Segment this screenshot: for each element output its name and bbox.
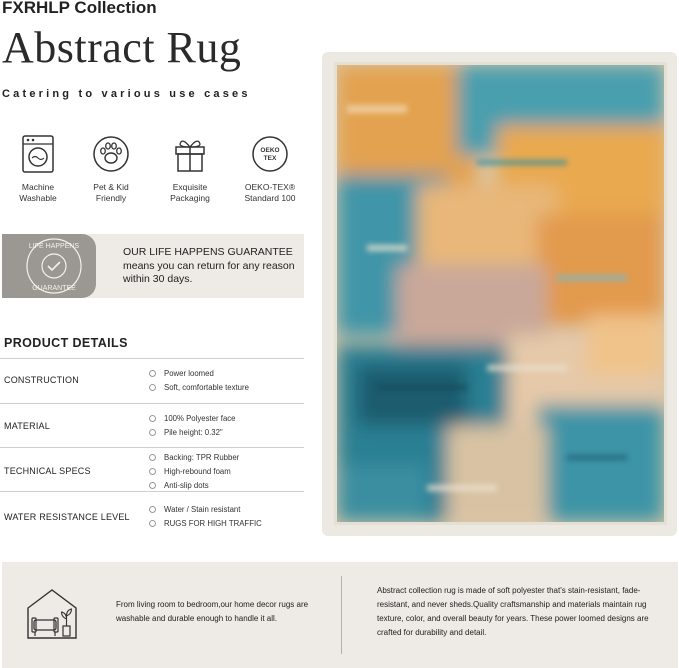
detail-row-construction — [0, 358, 304, 403]
detail-item: High-rebound foam — [149, 466, 239, 480]
rug-image — [334, 62, 667, 525]
detail-item: Anti-slip dots — [149, 480, 239, 494]
detail-item: Backing: TPR Rubber — [149, 452, 239, 466]
detail-row-technical-specs — [0, 447, 304, 492]
page-title: Abstract Rug — [2, 23, 242, 72]
detail-row-material — [0, 403, 304, 448]
home-living-room-icon — [24, 586, 80, 642]
feature-label: Exquisite Packaging — [170, 182, 210, 203]
detail-list — [149, 413, 236, 441]
svg-text:TEX: TEX — [263, 155, 277, 162]
detail-item: Pile height: 0.32" — [149, 427, 236, 441]
feature-oeko-tex — [230, 134, 310, 204]
detail-row-water-resistance — [0, 491, 304, 536]
detail-item: 100% Polyester face — [149, 413, 236, 427]
feature-machine-washable — [0, 134, 78, 204]
badge-bottom-text: GUARANTEE — [32, 285, 76, 292]
page-subtitle: Catering to various use cases — [2, 88, 251, 100]
detail-label: TECHNICAL SPECS — [4, 466, 91, 476]
divider — [341, 576, 342, 654]
feature-pet-kid-friendly — [71, 134, 151, 204]
detail-list — [149, 368, 249, 396]
guarantee-banner — [2, 234, 304, 298]
detail-label: MATERIAL — [4, 421, 50, 431]
detail-item: RUGS FOR HIGH TRAFFIC — [149, 518, 262, 532]
detail-list — [149, 504, 262, 532]
oeko-tex-icon — [250, 134, 290, 174]
feature-label: Pet & Kid Friendly — [93, 182, 129, 203]
bottom-left-text: From living room to bedroom,our home decor rugs are washable and durable enough to handle it all. — [116, 600, 309, 623]
feature-exquisite-packaging — [150, 134, 230, 204]
detail-list — [149, 452, 239, 494]
rug-pattern — [337, 65, 664, 522]
detail-item: Soft, comfortable texture — [149, 382, 249, 396]
bottom-right-text: Abstract collection rug is made of soft polyester that's stain-resistant, fade-resistant, and never sheds.Quality craftsmanship and materials maintain rug texture, color, and overall beauty for years. These power loomed designs are crafted for durability and detail. — [377, 586, 649, 637]
guarantee-badge — [2, 234, 96, 298]
bottom-banner — [2, 562, 678, 668]
svg-text:OEKO: OEKO — [260, 147, 280, 154]
brand-name: FXRHLP Collection — [2, 0, 157, 17]
detail-item: Power loomed — [149, 368, 249, 382]
feature-label: Machine Washable — [19, 182, 57, 203]
detail-item: Water / Stain resistant — [149, 504, 262, 518]
guarantee-text: OUR LIFE HAPPENS GUARANTEE means you can return for any reason within 30 days. — [123, 246, 295, 285]
washing-machine-icon — [18, 134, 58, 174]
product-details-heading: PRODUCT DETAILS — [4, 336, 128, 350]
detail-label: WATER RESISTANCE LEVEL — [4, 512, 130, 522]
paw-icon — [91, 134, 131, 174]
feature-label: OEKO-TEX® Standard 100 — [244, 182, 296, 203]
detail-label: CONSTRUCTION — [4, 375, 79, 385]
badge-top-text: LIFE HAPPENS — [28, 243, 80, 250]
gift-box-icon — [170, 134, 210, 174]
